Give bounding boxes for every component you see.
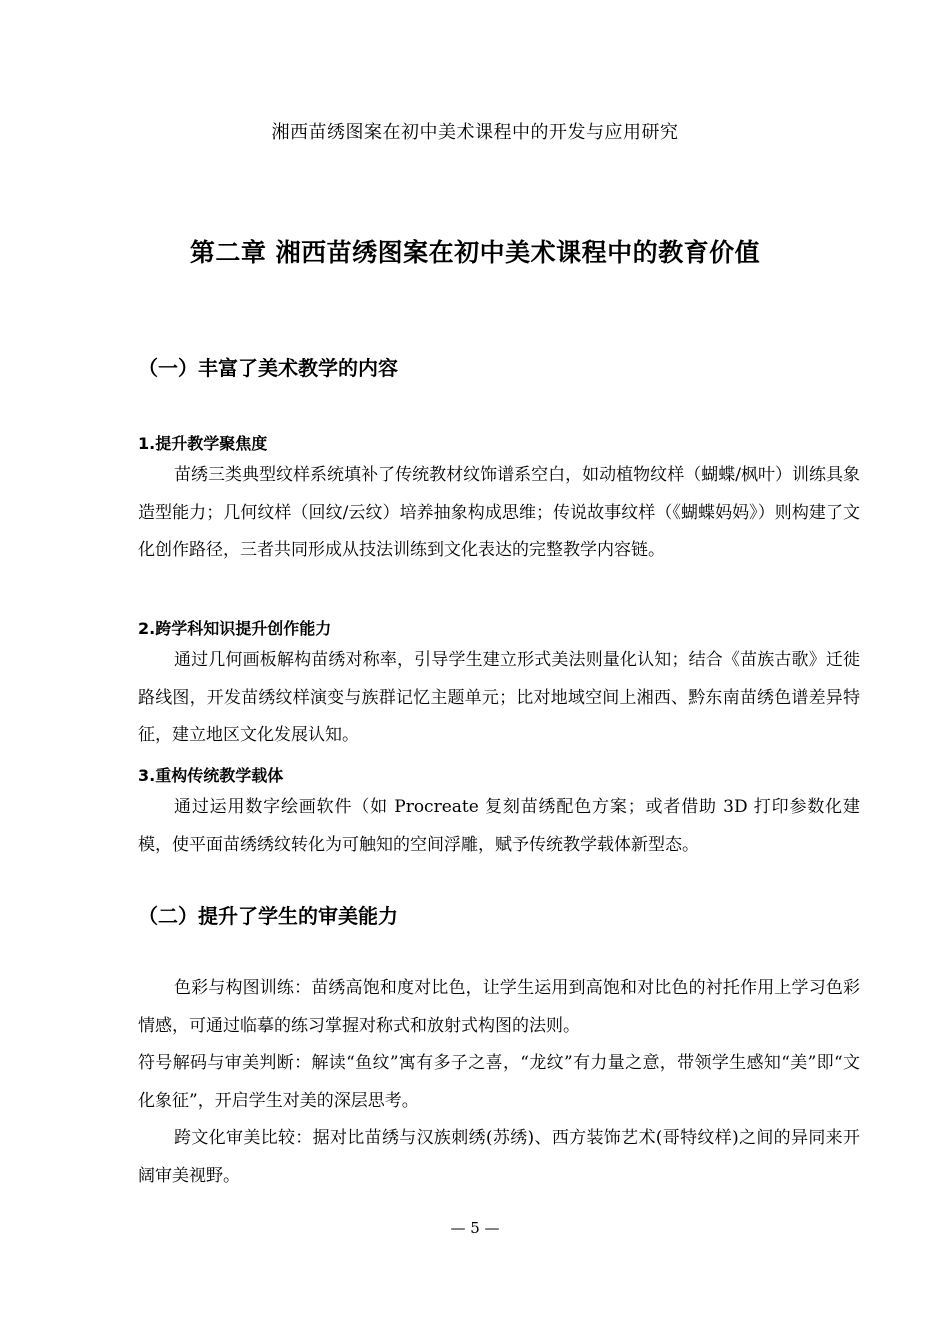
paragraph-6: 跨文化审美比较：据对比苗绣与汉族刺绣(苏绣)、西方装饰艺术(哥特纹样)之间的异同来开阔审美视野。 bbox=[138, 1128, 860, 1186]
sub-heading-2: 2.跨学科知识提升创作能力 bbox=[138, 619, 332, 638]
chapter-title: 第二章 湘西苗绣图案在初中美术课程中的教育价值 bbox=[189, 238, 761, 267]
paragraph-1: 苗绣三类典型纹样系统填补了传统教材纹饰谱系空白，如动植物纹样（蝴蝶/枫叶）训练具象造型能力；几何纹样（回纹/云纹）培养抽象构成思维；传说故事纹样（《蝴蝶妈妈》）则构建了文化创作路径，三者共同形成从技法训练到文化表达的完整教学内容链。 bbox=[138, 465, 860, 560]
section-heading-1: （一）丰富了美术教学的内容 bbox=[138, 356, 398, 380]
running-header: 湘西苗绣图案在初中美术课程中的开发与应用研究 bbox=[271, 122, 679, 143]
sub-heading-3: 3.重构传统教学载体 bbox=[138, 766, 284, 785]
page-number: — 5 — bbox=[450, 1219, 500, 1237]
sub-heading-1: 1.提升教学聚焦度 bbox=[138, 434, 268, 453]
paragraph-2: 通过几何画板解构苗绣对称率，引导学生建立形式美法则量化认知；结合《苗族古歌》迁徙路线图，开发苗绣纹样演变与族群记忆主题单元；比对地域空间上湘西、黔东南苗绣色谱差异特征，建立地区文化发展认知。 bbox=[138, 650, 860, 745]
paragraph-5: 符号解码与审美判断：解读“鱼纹”寓有多子之喜，“龙纹”有力量之意，带领学生感知“美”即“文化象征”，开启学生对美的深层思考。 bbox=[138, 1053, 860, 1111]
paragraph-3: 通过运用数字绘画软件（如 Procreate 复刻苗绣配色方案；或者借助 3D 打印参数化建模，使平面苗绣绣纹转化为可触知的空间浮雕，赋予传统教学载体新型态。 bbox=[138, 797, 860, 855]
paragraph-4: 色彩与构图训练：苗绣高饱和度对比色，让学生运用到高饱和对比色的衬托作用上学习色彩情感，可通过临摹的练习掌握对称式和放射式构图的法则。 bbox=[138, 978, 860, 1036]
section-heading-2: （二）提升了学生的审美能力 bbox=[138, 904, 398, 928]
